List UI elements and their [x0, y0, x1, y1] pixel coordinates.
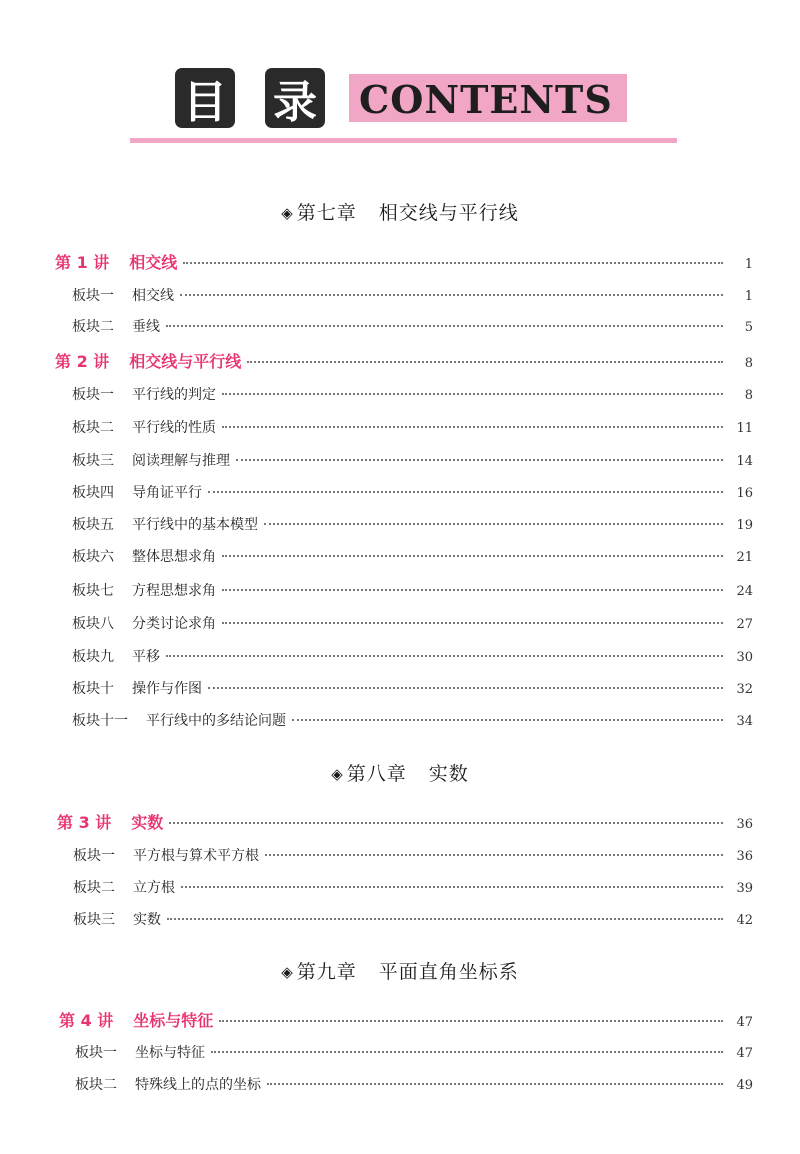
dot-leader	[264, 523, 723, 525]
dot-leader	[180, 294, 723, 296]
toc-section[interactable]	[73, 845, 753, 865]
toc-section[interactable]	[73, 909, 753, 929]
dot-leader	[222, 555, 723, 557]
title-char-lu: 录	[265, 68, 325, 128]
section-label: 板块十一	[72, 713, 128, 729]
section-label: 板块二	[73, 880, 115, 896]
section-label: 板块三	[72, 453, 114, 469]
lecture-label: 第 4 讲	[59, 1011, 114, 1030]
page-number: 24	[736, 584, 753, 599]
lecture-label: 第 2 讲	[55, 352, 110, 371]
dot-leader	[222, 426, 723, 428]
section-title: 平方根与算术平方根	[133, 848, 259, 864]
section-title: 特殊线上的点的坐标	[135, 1077, 261, 1093]
toc-section[interactable]	[75, 1074, 753, 1094]
header-divider	[130, 138, 677, 143]
section-title: 垂线	[132, 319, 160, 335]
toc-section[interactable]	[72, 450, 753, 470]
dot-leader	[208, 687, 723, 689]
section-label: 板块二	[72, 420, 114, 436]
page-number: 32	[736, 682, 753, 697]
section-title: 操作与作图	[132, 681, 202, 697]
section-title: 坐标与特征	[135, 1045, 205, 1061]
toc-header	[175, 68, 627, 128]
dot-leader	[267, 1083, 723, 1085]
section-title: 立方根	[133, 880, 175, 896]
section-label: 板块二	[72, 319, 114, 335]
page-number: 42	[736, 913, 753, 928]
page-number: 27	[736, 617, 753, 632]
page-number: 8	[744, 356, 753, 371]
dot-leader	[167, 918, 723, 920]
dot-leader	[247, 361, 723, 363]
lecture-label: 第 3 讲	[57, 813, 112, 832]
section-label: 板块一	[72, 288, 114, 304]
dot-leader	[292, 719, 723, 721]
dot-leader	[222, 393, 723, 395]
page-number: 1	[744, 289, 753, 304]
page-number: 39	[736, 881, 753, 896]
page-number: 34	[736, 714, 753, 729]
page-number: 49	[736, 1078, 753, 1093]
toc-lecture-1[interactable]	[55, 250, 753, 273]
contents-banner: CONTENTS	[349, 74, 627, 122]
toc-section[interactable]	[72, 384, 753, 404]
section-title: 方程思想求角	[132, 583, 216, 599]
toc-lecture-4[interactable]	[59, 1008, 753, 1031]
section-title: 阅读理解与推理	[132, 453, 230, 469]
lecture-title: 相交线与平行线	[129, 352, 242, 371]
page-number: 47	[736, 1046, 753, 1061]
dot-leader	[222, 589, 723, 591]
lecture-title: 相交线	[129, 253, 178, 272]
section-label: 板块四	[72, 485, 114, 501]
chapter-title: 相交线与平行线	[378, 202, 519, 224]
page-number: 16	[736, 486, 753, 501]
toc-section[interactable]	[72, 646, 753, 666]
chapter-marker-icon: ◈	[281, 204, 294, 222]
chapter-marker-icon: ◈	[331, 765, 344, 783]
page-number: 19	[736, 518, 753, 533]
section-title: 平行线中的基本模型	[132, 517, 258, 533]
title-char-mu: 目	[175, 68, 235, 128]
toc-section[interactable]	[72, 316, 753, 336]
dot-leader	[166, 325, 723, 327]
section-label: 板块一	[75, 1045, 117, 1061]
dot-leader	[166, 655, 723, 657]
chapter-heading-9	[0, 957, 800, 984]
section-label: 板块三	[73, 912, 115, 928]
dot-leader	[211, 1051, 723, 1053]
section-title: 分类讨论求角	[132, 616, 216, 632]
toc-section[interactable]	[72, 546, 753, 566]
lecture-title: 实数	[131, 813, 164, 832]
dot-leader	[222, 622, 723, 624]
page-number: 11	[736, 421, 753, 436]
toc-section[interactable]	[72, 417, 753, 437]
lecture-title: 坐标与特征	[133, 1011, 214, 1030]
page-number: 14	[736, 454, 753, 469]
toc-section[interactable]	[75, 1042, 753, 1062]
page-number: 1	[744, 257, 753, 272]
section-title: 相交线	[132, 288, 174, 304]
chapter-title: 实数	[428, 763, 469, 785]
toc-lecture-2[interactable]	[55, 349, 753, 372]
section-title: 平行线的性质	[132, 420, 216, 436]
toc-section[interactable]	[72, 580, 753, 600]
chapter-number: 第七章	[296, 202, 357, 224]
section-label: 板块十	[72, 681, 114, 697]
section-title: 导角证平行	[132, 485, 202, 501]
section-label: 板块五	[72, 517, 114, 533]
section-title: 实数	[133, 912, 161, 928]
page-number: 30	[736, 650, 753, 665]
chapter-marker-icon: ◈	[281, 963, 294, 981]
chapter-number: 第八章	[346, 763, 407, 785]
dot-leader	[208, 491, 723, 493]
section-label: 板块六	[72, 549, 114, 565]
page-number: 8	[744, 388, 753, 403]
section-title: 平行线的判定	[132, 387, 216, 403]
toc-section[interactable]	[73, 877, 753, 897]
toc-section[interactable]	[72, 514, 753, 534]
dot-leader	[181, 886, 723, 888]
toc-lecture-3[interactable]	[57, 810, 753, 833]
chapter-number: 第九章	[296, 961, 357, 983]
toc-section[interactable]	[72, 285, 753, 305]
dot-leader	[219, 1020, 723, 1022]
section-label: 板块九	[72, 649, 114, 665]
dot-leader	[236, 459, 723, 461]
section-title: 整体思想求角	[132, 549, 216, 565]
section-title: 平行线中的多结论问题	[146, 713, 286, 729]
chapter-title: 平面直角坐标系	[378, 961, 519, 983]
section-label: 板块二	[75, 1077, 117, 1093]
chapter-heading-8	[0, 759, 800, 786]
page-number: 21	[736, 550, 753, 565]
toc-section[interactable]	[72, 678, 753, 698]
section-label: 板块一	[72, 387, 114, 403]
section-label: 板块八	[72, 616, 114, 632]
chapter-heading-7	[0, 198, 800, 225]
toc-section[interactable]	[72, 613, 753, 633]
dot-leader	[265, 854, 723, 856]
section-title: 平移	[132, 649, 160, 665]
toc-section[interactable]	[72, 482, 753, 502]
toc-section[interactable]	[72, 710, 753, 730]
page-number: 47	[736, 1015, 753, 1030]
page-number: 36	[736, 817, 753, 832]
page-number: 36	[736, 849, 753, 864]
dot-leader	[183, 262, 723, 264]
dot-leader	[169, 822, 723, 824]
lecture-label: 第 1 讲	[55, 253, 110, 272]
section-label: 板块七	[72, 583, 114, 599]
section-label: 板块一	[73, 848, 115, 864]
page-number: 5	[744, 320, 753, 335]
